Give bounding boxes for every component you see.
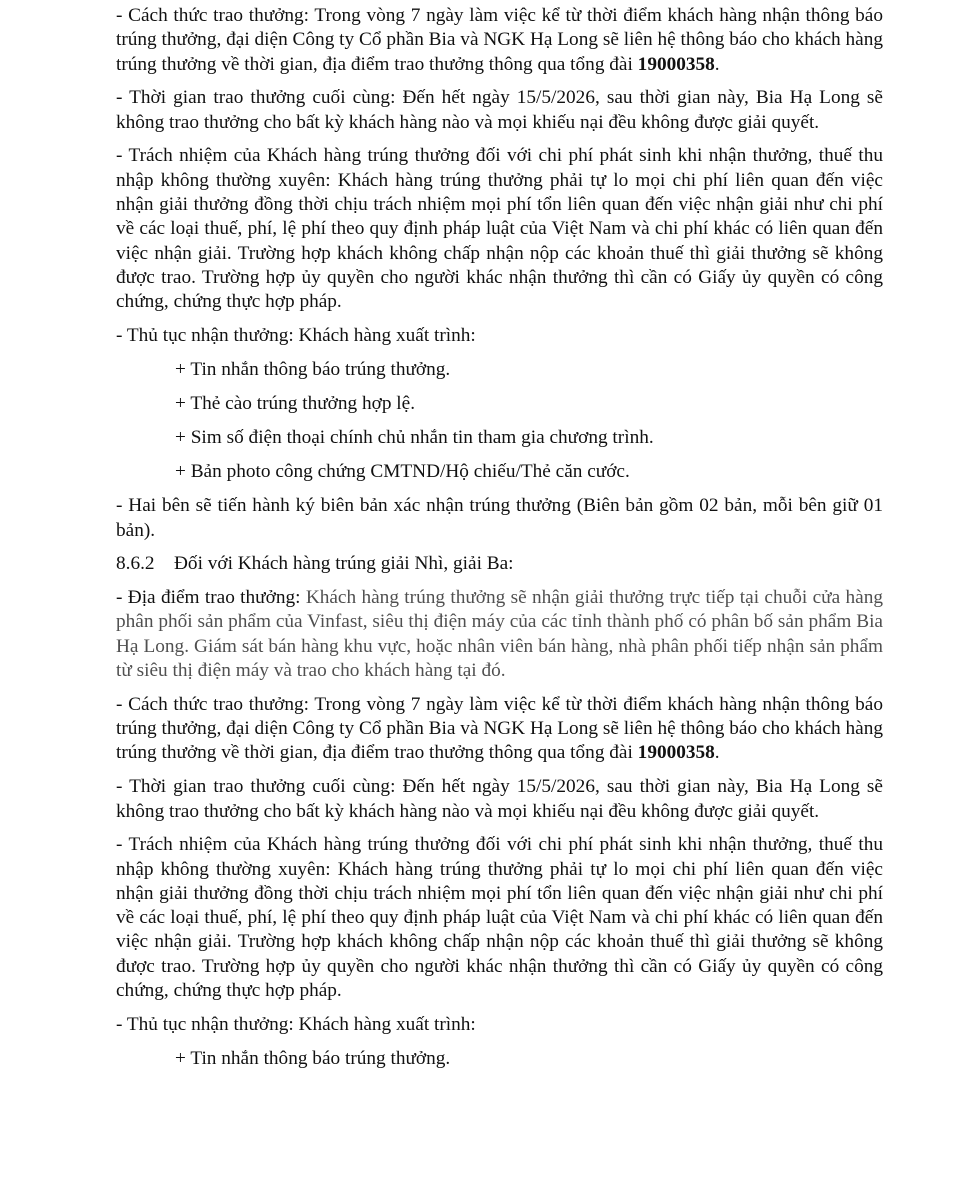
hotline-number: 19000358	[637, 53, 715, 75]
document-page	[116, 4, 883, 1081]
period: .	[714, 742, 720, 764]
deadline-paragraph: - Thời gian trao thưởng cuối cùng: Đến hết ngày 15/5/2026, sau thời gian này, Bia Hạ Long sẽ không trao thưởng cho bất kỳ khách hàng nào và mọi khiếu nại đều không được giải quyết.	[116, 87, 883, 133]
period: .	[714, 53, 720, 75]
procedure-list	[116, 358, 883, 485]
procedure-list	[116, 1047, 883, 1071]
award-method-paragraph	[116, 4, 883, 77]
list-item: + Tin nhắn thông báo trúng thưởng.	[175, 1047, 451, 1069]
list-item: + Thẻ cào trúng thưởng hợp lệ.	[175, 392, 416, 414]
section-heading	[116, 552, 883, 576]
section-title: Đối với Khách hàng trúng giải Nhì, giải Ba:	[174, 553, 514, 575]
list-item: + Sim số điện thoại chính chủ nhắn tin tham gia chương trình.	[175, 427, 654, 449]
hotline-number: 19000358	[637, 742, 715, 764]
award-method-paragraph	[116, 693, 883, 766]
list-item: + Bản photo công chứng CMTND/Hộ chiếu/Thẻ căn cước.	[175, 461, 630, 483]
signing-paragraph: - Hai bên sẽ tiến hành ký biên bản xác nhận trúng thưởng (Biên bản gồm 02 bản, mỗi bên giữ 01 bản).	[116, 495, 883, 541]
responsibility-paragraph: - Trách nhiệm của Khách hàng trúng thưởng đối với chi phí phát sinh khi nhận thưởng, thuế thu nhập không thường xuyên: Khách hàng trúng thưởng phải tự lo mọi chi phí liên quan đến việc nhận giải thưởng đồng thời chịu trách nhiệm mọi phí tổn liên quan đến việc nhận giải như chi phí về các loại thuế, phí, lệ phí theo quy định pháp luật của Việt Nam và chi phí khác có liên quan đến việc nhận giải. Trường hợp khách không chấp nhận nộp các khoản thuế thì giải thưởng sẽ không được trao. Trường hợp ủy quyền cho người khác nhận thưởng thì cần có Giấy ủy quyền có công chứng, chứng thực hợp pháp.	[116, 145, 883, 313]
location-text: Khách hàng trúng thưởng sẽ nhận giải thưởng trực tiếp tại chuỗi cửa hàng phân phối sản phẩm của Vinfast, siêu thị điện máy của các tỉnh thành phố có phân bố sản phẩm Bia Hạ Long. Giám sát bán hàng khu vực, hoặc nhân viên bán hàng, nhà phân phối tiếp nhận sản phẩm từ siêu thị điện máy và trao cho khách hàng tại đó.	[116, 587, 883, 682]
location-label: - Địa điểm trao thưởng:	[116, 587, 306, 609]
procedure-label: - Thủ tục nhận thưởng: Khách hàng xuất trình:	[116, 325, 476, 347]
procedure-label: - Thủ tục nhận thưởng: Khách hàng xuất trình:	[116, 1013, 476, 1035]
location-paragraph	[116, 586, 883, 683]
award-method-text: - Cách thức trao thưởng: Trong vòng 7 ngày làm việc kể từ thời điểm khách hàng nhận thông báo trúng thưởng, đại diện Công ty Cổ phần Bia và NGK Hạ Long sẽ liên hệ thông báo cho khách hàng trúng thưởng về thời gian, địa điểm trao thưởng thông qua tổng đài	[116, 693, 883, 764]
section-number: 8.6.2	[116, 553, 155, 575]
list-item: + Tin nhắn thông báo trúng thưởng.	[175, 358, 451, 380]
deadline-paragraph: - Thời gian trao thưởng cuối cùng: Đến hết ngày 15/5/2026, sau thời gian này, Bia Hạ Long sẽ không trao thưởng cho bất kỳ khách hàng nào và mọi khiếu nại đều không được giải quyết.	[116, 776, 883, 822]
award-method-text: - Cách thức trao thưởng: Trong vòng 7 ngày làm việc kể từ thời điểm khách hàng nhận thông báo trúng thưởng, đại diện Công ty Cổ phần Bia và NGK Hạ Long sẽ liên hệ thông báo cho khách hàng trúng thưởng về thời gian, địa điểm trao thưởng thông qua tổng đài	[116, 5, 883, 75]
responsibility-paragraph: - Trách nhiệm của Khách hàng trúng thưởng đối với chi phí phát sinh khi nhận thưởng, thuế thu nhập không thường xuyên: Khách hàng trúng thưởng phải tự lo mọi chi phí liên quan đến việc nhận giải thưởng đồng thời chịu trách nhiệm mọi phí tổn liên quan đến việc nhận giải như chi phí về các loại thuế, phí, lệ phí theo quy định pháp luật của Việt Nam và chi phí khác có liên quan đến việc nhận giải. Trường hợp khách không chấp nhận nộp các khoản thuế thì giải thưởng sẽ không được trao. Trường hợp ủy quyền cho người khác nhận thưởng thì cần có Giấy ủy quyền có công chứng, chứng thực hợp pháp.	[116, 834, 883, 1002]
